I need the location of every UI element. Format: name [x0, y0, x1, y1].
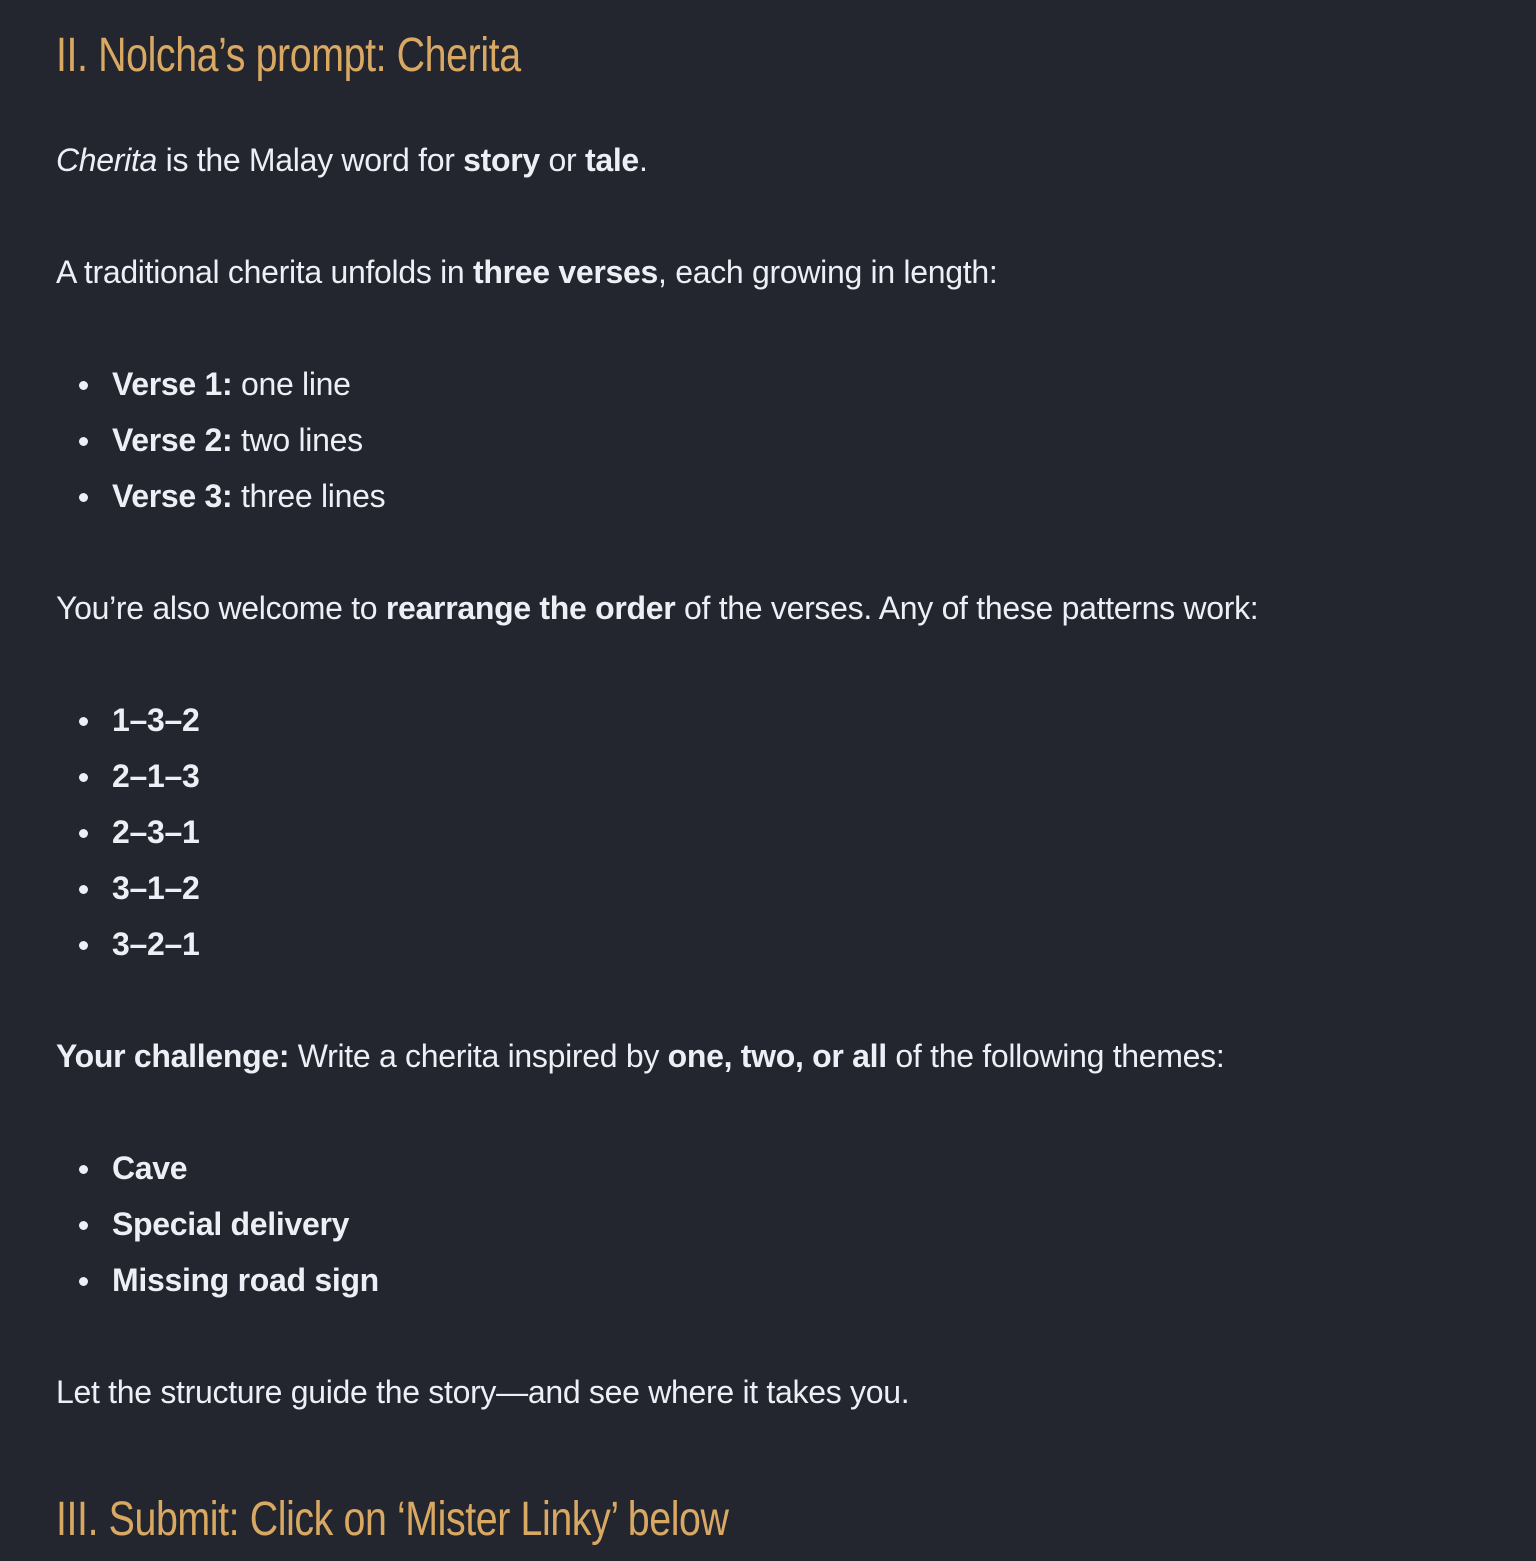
theme-list — [56, 1140, 379, 1308]
traditional-paragraph: A traditional cherita unfolds in three verses, each growing in length: — [56, 254, 998, 290]
closing-paragraph: Let the structure guide the story—and see where it takes you. — [56, 1374, 910, 1410]
list-item: Verse 2: two lines — [56, 412, 385, 468]
list-item: Verse 1: one line — [56, 356, 385, 412]
rearrange-paragraph: You’re also welcome to rearrange the order of the verses. Any of these patterns work: — [56, 590, 1259, 626]
section-2-title: II. Nolcha’s prompt: Cherita — [56, 29, 521, 82]
list-item: 1–3–2 — [56, 692, 200, 748]
verse-list — [56, 356, 385, 524]
tale-word: tale — [584, 142, 639, 178]
list-item: Special delivery — [56, 1196, 379, 1252]
list-item: Missing road sign — [56, 1252, 379, 1308]
list-item: 2–3–1 — [56, 804, 200, 860]
list-item: Verse 3: three lines — [56, 468, 385, 524]
pattern-list — [56, 692, 200, 972]
cherita-term: Cherita — [56, 142, 158, 178]
section-3-title: III. Submit: Click on ‘Mister Linky’ below — [56, 1493, 729, 1546]
list-item: 2–1–3 — [56, 748, 200, 804]
intro-paragraph: Cherita is the Malay word for story or tale. — [56, 142, 648, 178]
story-word: story — [463, 142, 540, 178]
challenge-paragraph: Your challenge: Write a cherita inspired by one, two, or all of the following themes: — [56, 1038, 1225, 1074]
list-item: 3–2–1 — [56, 916, 200, 972]
list-item: Cave — [56, 1140, 379, 1196]
list-item: 3–1–2 — [56, 860, 200, 916]
